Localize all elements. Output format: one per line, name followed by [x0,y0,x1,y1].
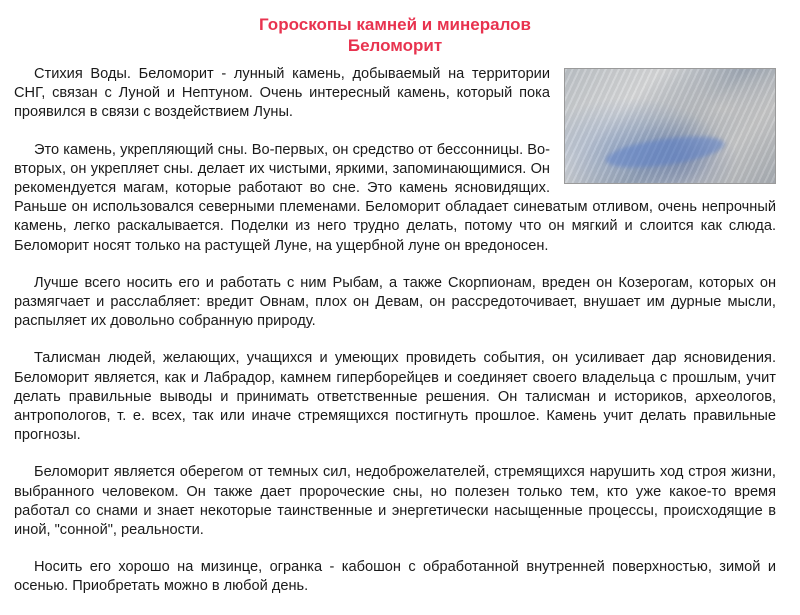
paragraph-3: Лучше всего носить его и работать с ним Рыбам, а также Скорпионам, вреден он Козерогам, которых он размягчает и расслабляет: вредит Овнам, плох он Девам, он рассредоточивает, внушает им дурные мысли, распыляет их довольно собранную природу. [14,274,776,330]
paragraph-5: Беломорит является оберегом от темных сил, недоброжелателей, стремящихся нарушить ход строя жизни, выбранного человеком. Он также дает пророческие сны, но полезен только тем, кто уже какое-то время работал со снами и знает некоторые таинственные и энергетически насыщенные процессы, происходящие в иной, "сонной", реальности. [14,464,776,539]
title-line-2: Беломорит [347,36,443,55]
belomorite-stone-photo [564,68,776,184]
title-line-1: Гороскопы камней и минералов [259,15,531,34]
paragraph-4: Талисман людей, желающих, учащихся и умеющих провидеть события, он усиливает дар ясновидения. Беломорит является, как и Лабрадор, камнем гиперборейцев и соединяет своего владельца с прошлым, учит делать правильные выводы и принимать ответственные решения. Он талисман и историков, археологов, антропологов, т. е. всех, так или иначе стремящихся постигнуть прошлое. Камень учит делать правильные прогнозы. [14,350,776,444]
paragraph-2: Это камень, укрепляющий сны. Во-первых, он средство от бессонницы. Во-вторых, он укрепляет сны. делает их чистыми, яркими, запоминающимися. Он рекомендуется магам, которые работают во сне. Это камень ясновидящих. Раньше он использовался северными племенами. Беломорит обладает синеватым отливом, очень непрочный камень, легко раскалывается. Поделки из него трудно делать, потому что он мягкий и слоится как слюда. Беломорит носят только на растущей Луне, на ущербной луне он вредоносен. [14,141,776,254]
paragraph-1: Стихия Воды. Беломорит - лунный камень, добываемый на территории СНГ, связан с Луной и Нептуном. Очень интересный камень, который пока проявился в связи с воздействием Луны. [14,66,550,121]
page-title [14,14,776,56]
article [14,14,776,615]
paragraph-6: Носить его хорошо на мизинце, огранка - кабошон с обработанной внутренней поверхностью, зимой и осенью. Приобретать можно в любой день. [14,559,776,595]
